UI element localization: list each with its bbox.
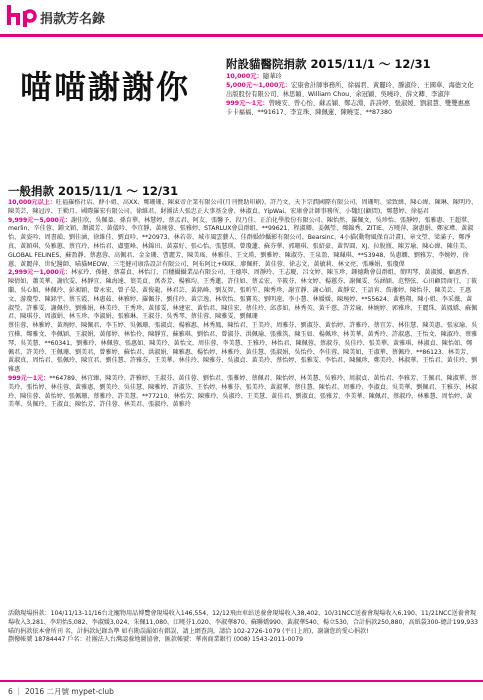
list-item xyxy=(8,217,478,270)
amount-tier: 5,000元～1,000元： xyxy=(226,82,292,89)
list-item xyxy=(8,322,478,375)
donor-names: 曾曉安、曾心怡、蘇孟穎、鄭志淵、許詩婷、張淑媛、劉淑慧、雙雙惠惠卡卡褔褔、**91617、李宜珠、陳佩蓮、陳曉雯、**87380 xyxy=(226,100,471,116)
list-item xyxy=(8,199,478,217)
donor-names: 林家玲、孫健、蔡嘉貞、林怡汀、百穗攝攝業品有限公司、王德寧、周靜玲、王志慶、呂文婷、陳玉珍、鍾德勳會員群組、簡明琴、黃淑媛、顧惠香、陳倩如、蕭美華、謝欣雯、林靜宜、陳海達、葉美貞、萬杏芳、楊雅均、王秀蓮、許佳如、蔡孟宏、辛筱芬、林文婷、楊蕙芬、謝佩雯、吳涵穎、范整弦、心田顧問商行、丁筱蘭、吳心穎、林佩玲、彭昶穎、曾永宏、曾子晏、黃俊龍、林君芸、黃銘峰、劉友智、張昕笙、陳秀珍、謝宜靜、謝心穎、黃靜安、王語宵、詹藩婷、陳怡芬、陳美芸、王惠文、游瓊瑩、陳銘宇、蔡玉霞、林惠茹、林雅婷、羅佩芬、劉佳玲、黃宗逸、林欣怡、張寶英、劉明遠、李小慧、林媛媛、陳琬婷、**55624、黃楷翔、陳小姐、李采薇、黃淑瑩、許雅雯、謝佩伶、劉雅娟、林美玲、王秀珍、黃郁雯、林建宏、黃怡君、陳佳宏、蔡佳玲、邱彥如、林秀英、黃千慈、許芳瑜、林婉婷、郭雅珍、王麗珠、黃鳳嬌、蘇佩君、陳琪芬、周淑娟、林玉珍、李淑娟、張雅琳、王淑芬、吳秀琴、蔡佳蓉、陳雅雯、劉佩珊 xyxy=(8,269,478,321)
event-donation-note: 活動現場捐款：104/11/13-11/16台北寵物用品博覽會現場收入146,554、12/12飛由車站送養會現場收入38,402、10/31NCC送養會現場收入6,190、11/21NCC送養會現場收入3,281、李玥怡5,082、李淑媛3,024、朱佩11,080、江曉芬1,020、李淑華870、蘇聯嬌990、黃淑華540、楊立530，合計捐款250,880，高紙袋300-總計199,933 xyxy=(8,610,478,626)
general-donation-list xyxy=(8,199,478,669)
page-header xyxy=(0,0,483,34)
donor-names: 蔡佳蓉、林雅婷、黃琬婷、陳佩君、李玉婷、吳佩珊、張淑貞、楊雅惠、林秀鳳、陳怡君、王美玲、周雅芬、劉淑芬、黃怡婷、許雅玲、蔡宜芳、林佳慧、陳美惠、張家瑜、吳宜樺、鄭雅文、李佩穎、王淑娟、黃郁婷、林怡伶、陳靜宜、蘇雅琪、劉怡君、曾淑芬、洪佩瑜、張雅筑、陳玉如、楊佩珍、林美華、黃秀玲、許淑惠、王怡文、陳淑玲、蔡雅琴、吳美慧、**60341、劉雅玲、林佩蓉、張惠如、陳美玲、黃怡文、周佳蓉、李美慧、王雅玲、林怡君、陳佩蓉、蔡淑芬、吳佳玲、張美華、黃雅琪、林淑貞、陳怡如、鄭佩君、許美玲、王佩珊、劉美君、曾雅婷、蘇怡君、洪淑娟、陳雅惠、楊怡婷、林雅玲、黃佳慧、張淑娟、吳怡伶、李佳蓉、陳美如、王淑華、蔡佩玲、**86123、林美芳、黃淑真、周怡君、張佩玲、陳宜君、劉佳慧、許雅芬、王美華、林佳玲、陳雅芬、吳淑貞、黃美玲、蔡怡婷、張雅雯、李怡君、陳佩珍、鄭美玲、林淑華、王怡君、黃佳玲、劉雅惠 xyxy=(8,322,478,374)
donor-names: 宏康會計師事務所、徐福君、黃麗玲、滕淑伶、王國華、海德文化出版股份有限公司、林思穎、William Chou、余冠穎、吳曉玲、薛文卿、李淑萍 xyxy=(226,82,474,98)
page-footer: 6 ｜ 2016 二月號 mypet-club xyxy=(8,687,114,696)
hospital-donation-list xyxy=(226,72,476,117)
donation-notes xyxy=(8,610,478,645)
list-item xyxy=(226,72,476,81)
amount-tier: 10,000元以上： xyxy=(8,199,56,206)
list-item xyxy=(226,99,476,117)
header-divider xyxy=(0,34,483,37)
bank-account-note: 劃撥帳號 18784447 戶名：社團法人台灣認養地圖協會，匯款帳號：華南商業銀行 (008) 1543-2011-0079 xyxy=(8,636,303,644)
donor-names: 旺福羅格社店、薛小姐、高XX、鄭珊珊、陳東帝企業有限公司(月刊贊助印刷)、許乃文、天下宗潤國際有限公司、周珊明、梁致緯、陳心緯、陳琳、陳明玲、陳美芸、陳冠淳、王勤月、國際羅宏有限公司、徐維君、財團法人張忠正大事基金會、林淑貞、YipWai、宏康會計師事務所、小魏紅(顧問)、鄭慧婷、徐福君 xyxy=(8,199,478,215)
general-donation-title: 一般捐款 2015/11/1 ～ 12/31 xyxy=(8,184,179,198)
section-title: 捐款芳名錄 xyxy=(40,12,106,27)
amount-tier: 999元～1元： xyxy=(8,374,50,382)
amount-tier: 10,000元： xyxy=(226,73,263,80)
amount-tier: 9,999元～5,000元： xyxy=(8,216,71,224)
list-item xyxy=(226,81,476,99)
list-item xyxy=(8,269,478,322)
amount-tier: 999元～1元： xyxy=(226,100,269,107)
donor-names: 隨華玲 xyxy=(262,73,282,80)
main-title: 喵喵謝謝你 xyxy=(20,68,191,106)
hp-logo xyxy=(6,3,38,27)
amount-tier: 2,999元～1,000元： xyxy=(8,269,71,277)
list-item xyxy=(8,375,478,410)
donor-names: **64789、林宜臻、陳美玲、許雅婷、王淑芬、黃佳蓉、劉怡君、張雅婷、蔡佩君、陳怡婷、林美慧、吳雅玲、周淑貞、黃怡君、李雅芳、王佩君、陳淑華、蔡美玲、張怡婷、林佳蓉、黃雅惠、劉美玲、吳佳慧、陳雅婷、許淑芬、王怡婷、林雅芬、張美玲、黃淑華、蔡佳慧、陳怡君、周雅玲、李淑貞、吳美華、劉佩君、王雅芬、林淑玲、陳佳蓉、黃怡婷、張佩珊、蔡雅玲、許美慧、**77210、林怡芳、陳雅玲、吳淑玲、王美慧、黃佳君、劉淑貞、張雅芳、李美華、陳佩君、蔡淑玲、林雅慧、周怡婷、黃美華、吳佩玲、王淑貞、陳怡芳、許佳蓉、林美君、張淑玲、黃雅玲 xyxy=(8,374,478,409)
hospital-donation-title: 附設貓醫院捐款 2015/11/1 ～ 12/31 xyxy=(226,57,431,71)
donor-names: 謝佳欣、吳佩蓁、孫育華、林慧婷、蔡孟君、阿友、張馨予、段乃佳、正泊化學股份有限公司、陳怡然、羅佩文、吳珍怡、張靜婷、張雅惠、王超羣、merlin、辛佳蓉、鍾文穎、顏淑芳、黃儀吟、李宜靜、黃琬蓉、張雅婷、STARLUX會員群組、**99621、程淑卿、姜佩瑩、鄭錦秀、ZITIE、方曉萍、謝惠娟、鄭家瑋、黃淑怡、黃姿吟、周書韻、劉佳涵、徐維佳、劉貞吟、**20973、林若蒂、城市風雲藝人、佳群婚紗攝影有限公司、Bearsinc、4小貓(動物風保育計畫)、章文瑩、梁滿子、鄭淨真、黃穎琪、吳雅蕙、蔡宜玲、林怡君、盧聖峰、林錦田、黃嘉好、張心怡、張慧瑛、曾瓊蓮、蘇芬華、郭珊琪、張紹豪、黃智圓、XJ、拉脫瓶、陳芳瑜、陳心緯、陳佳美、GLOBAL FELINES、蘇盈靜、蔡惠蓉、高佩君、金金珊、曹麗芳、陳美瑤、林雅佳、王文瑛、劉雅婷、陳淑芬、王泉盈、陳珮琪、**53948、吳惠嫻、劉雅芳、李婉婷、徐蕙、黃麗萍、世紀醫師、喵貓MEOW、三宅健司康浩設計有限公司、阿布阿比+咪咪、廖佩軒、黃佳蓉、徐志文、黃敏莉、林文亮、張琳娟、張瓊偉 xyxy=(8,216,474,268)
inquiry-note: 喵的捐款依本會所刊 名，計捐款紀錄為準 如有勘誤漏如有錯誤，請上網查詢，請洽 102-2726-1079 (平日上班)，謝謝您的愛心捐款! xyxy=(8,627,369,635)
footer-divider xyxy=(0,680,483,682)
